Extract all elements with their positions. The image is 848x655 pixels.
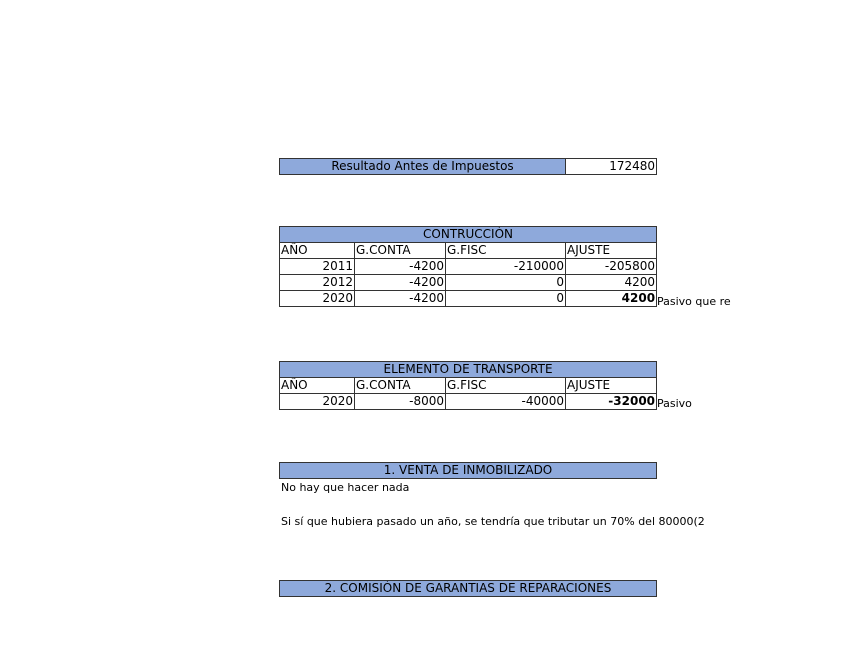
venta-table bbox=[279, 462, 657, 479]
comision-table bbox=[279, 580, 657, 597]
cell-fisc[interactable]: 0 bbox=[446, 291, 566, 307]
construccion-header-conta[interactable]: G.CONTA bbox=[355, 243, 446, 259]
construccion-header-ano[interactable]: AÑO bbox=[280, 243, 355, 259]
transporte-table bbox=[279, 361, 657, 410]
cell-year[interactable]: 2020 bbox=[280, 291, 355, 307]
transporte-header-ano[interactable]: AÑO bbox=[280, 378, 355, 394]
table-row bbox=[280, 291, 657, 307]
cell-year[interactable]: 2011 bbox=[280, 259, 355, 275]
transporte-header-fisc[interactable]: G.FISC bbox=[446, 378, 566, 394]
table-row bbox=[280, 275, 657, 291]
cell-ajuste[interactable]: 4200 bbox=[566, 291, 657, 307]
cell-conta[interactable]: -8000 bbox=[355, 394, 446, 410]
cell-conta[interactable]: -4200 bbox=[355, 259, 446, 275]
resultado-table bbox=[279, 158, 657, 175]
cell-year[interactable]: 2020 bbox=[280, 394, 355, 410]
venta-title[interactable]: 1. VENTA DE INMOBILIZADO bbox=[280, 463, 657, 479]
construccion-note[interactable]: Pasivo que re bbox=[657, 295, 731, 308]
cell-conta[interactable]: -4200 bbox=[355, 291, 446, 307]
table-row bbox=[280, 394, 657, 410]
cell-ajuste[interactable]: -205800 bbox=[566, 259, 657, 275]
cell-fisc[interactable]: 0 bbox=[446, 275, 566, 291]
resultado-label[interactable]: Resultado Antes de Impuestos bbox=[280, 159, 566, 175]
construccion-title[interactable]: CONTRUCCIÓN bbox=[280, 227, 657, 243]
construccion-header-ajuste[interactable]: AJUSTE bbox=[566, 243, 657, 259]
cell-ajuste[interactable]: 4200 bbox=[566, 275, 657, 291]
cell-conta[interactable]: -4200 bbox=[355, 275, 446, 291]
construccion-header-fisc[interactable]: G.FISC bbox=[446, 243, 566, 259]
resultado-value[interactable]: 172480 bbox=[566, 159, 657, 175]
construccion-table bbox=[279, 226, 657, 307]
cell-fisc[interactable]: -210000 bbox=[446, 259, 566, 275]
transporte-note[interactable]: Pasivo bbox=[657, 397, 692, 410]
comision-title[interactable]: 2. COMISIÓN DE GARANTIAS DE REPARACIONES bbox=[280, 581, 657, 597]
venta-line1[interactable]: No hay que hacer nada bbox=[281, 481, 410, 494]
table-row bbox=[280, 259, 657, 275]
cell-fisc[interactable]: -40000 bbox=[446, 394, 566, 410]
cell-ajuste[interactable]: -32000 bbox=[566, 394, 657, 410]
transporte-header-ajuste[interactable]: AJUSTE bbox=[566, 378, 657, 394]
cell-year[interactable]: 2012 bbox=[280, 275, 355, 291]
transporte-header-conta[interactable]: G.CONTA bbox=[355, 378, 446, 394]
venta-line2[interactable]: Si sí que hubiera pasado un año, se tendría que tributar un 70% del 80000(2 bbox=[281, 515, 705, 528]
transporte-title[interactable]: ELEMENTO DE TRANSPORTE bbox=[280, 362, 657, 378]
